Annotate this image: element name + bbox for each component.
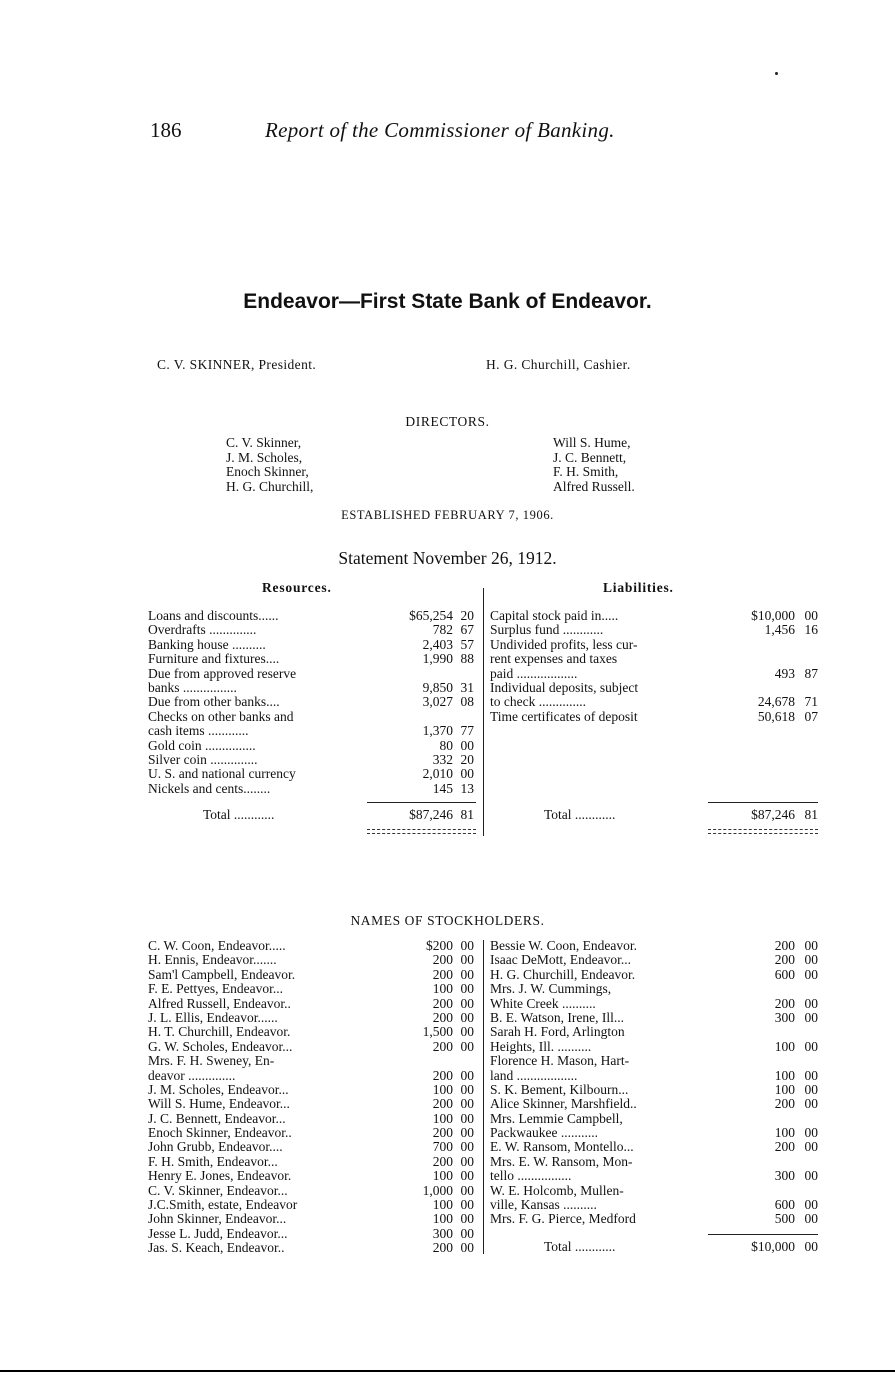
table-row bbox=[148, 1241, 478, 1255]
row-cents: 77 bbox=[460, 723, 474, 739]
table-row bbox=[148, 1054, 478, 1068]
table-row bbox=[148, 753, 478, 767]
row-dollars: 100 bbox=[774, 1067, 795, 1083]
table-row bbox=[148, 1169, 478, 1183]
row-dollars: 200 bbox=[774, 952, 795, 968]
row-cents: 16 bbox=[804, 622, 818, 638]
row-cents: 00 bbox=[804, 1067, 818, 1083]
row-label: Mrs. Lemmie Campbell, bbox=[490, 1111, 623, 1126]
director-name: Enoch Skinner, bbox=[226, 464, 309, 479]
row-label: Checks on other banks and bbox=[148, 709, 294, 724]
row-label: H. G. Churchill, Endeavor. bbox=[490, 967, 636, 982]
total-cents: 81 bbox=[460, 807, 474, 822]
total-dollars: $10,000 bbox=[751, 1239, 795, 1254]
row-cents: 00 bbox=[460, 1182, 474, 1198]
row-cents: 57 bbox=[460, 636, 474, 652]
table-row bbox=[490, 623, 820, 637]
table-row bbox=[148, 623, 478, 637]
row-cents: 00 bbox=[804, 1168, 818, 1184]
row-cents: 00 bbox=[804, 1211, 818, 1227]
director-name: Alfred Russell. bbox=[553, 478, 635, 494]
row-label: Jesse L. Judd, Endeavor... bbox=[148, 1226, 288, 1241]
table-row bbox=[148, 968, 478, 982]
row-dollars: $200 bbox=[426, 938, 453, 953]
table-row bbox=[148, 1097, 478, 1111]
table-row bbox=[148, 652, 478, 666]
row-label: Bessie W. Coon, Endeavor. bbox=[490, 939, 637, 953]
row-label: Banking house .......... bbox=[148, 637, 266, 652]
total-dollars: $87,246 bbox=[751, 807, 795, 822]
running-title: Report of the Commissioner of Banking. bbox=[265, 118, 615, 142]
row-cents: 00 bbox=[460, 1197, 474, 1213]
liabilities-double-rule bbox=[708, 829, 818, 834]
row-cents: 00 bbox=[804, 1197, 818, 1213]
row-label: John Skinner, Endeavor... bbox=[148, 1212, 287, 1227]
table-row bbox=[490, 939, 820, 953]
row-label: E. W. Ransom, Montello... bbox=[490, 1140, 634, 1155]
row-label: cash items ............ bbox=[148, 724, 249, 739]
row-dollars: 200 bbox=[774, 1139, 795, 1155]
row-label: Isaac DeMott, Endeavor... bbox=[490, 953, 631, 968]
row-dollars: 1,370 bbox=[422, 723, 453, 739]
row-label: Individual deposits, subject bbox=[490, 680, 639, 695]
row-cents: 67 bbox=[460, 622, 474, 638]
row-cents: 00 bbox=[804, 1009, 818, 1025]
row-cents: 00 bbox=[804, 1081, 818, 1097]
row-dollars: 600 bbox=[774, 966, 795, 982]
row-label: W. E. Holcomb, Mullen- bbox=[490, 1183, 624, 1198]
row-dollars: 3,027 bbox=[422, 694, 453, 710]
table-row bbox=[148, 1184, 478, 1198]
row-dollars: 332 bbox=[432, 751, 453, 767]
row-dollars: 200 bbox=[432, 1153, 453, 1169]
total-dollars: $87,246 bbox=[409, 807, 453, 822]
row-dollars: 2,010 bbox=[422, 766, 453, 782]
table-row bbox=[490, 1040, 820, 1054]
table-row bbox=[148, 1011, 478, 1025]
table-row bbox=[490, 1184, 820, 1198]
row-cents: 00 bbox=[460, 1110, 474, 1126]
table-row bbox=[490, 652, 820, 666]
president: C. V. SKINNER, President. bbox=[157, 357, 317, 372]
row-label: Mrs. F. H. Sweney, En- bbox=[148, 1054, 275, 1069]
bank-title: Endeavor—First State Bank of Endeavor. bbox=[243, 290, 652, 313]
row-cents: 00 bbox=[460, 737, 474, 753]
liabilities-table bbox=[490, 609, 820, 724]
row-cents: 00 bbox=[460, 1211, 474, 1227]
table-row bbox=[490, 1212, 820, 1226]
row-label: Surplus fund ............ bbox=[490, 623, 604, 638]
row-label: Due from approved reserve bbox=[148, 666, 297, 681]
total-label: Total ............ bbox=[544, 808, 616, 822]
table-row bbox=[148, 1212, 478, 1226]
stockholders-left-table bbox=[148, 939, 478, 1256]
row-cents: 00 bbox=[460, 1139, 474, 1155]
row-label: Alfred Russell, Endeavor.. bbox=[148, 996, 291, 1011]
total-label: Total ............ bbox=[203, 808, 275, 822]
table-row bbox=[148, 767, 478, 781]
row-dollars: 300 bbox=[774, 1168, 795, 1184]
row-dollars: 100 bbox=[774, 1038, 795, 1054]
row-cents: 00 bbox=[804, 608, 818, 623]
table-row bbox=[490, 710, 820, 724]
table-row bbox=[490, 695, 820, 709]
row-dollars: 145 bbox=[432, 780, 453, 796]
row-cents: 00 bbox=[804, 1038, 818, 1054]
row-label: F. E. Pettyes, Endeavor... bbox=[148, 982, 284, 997]
row-dollars: 9,850 bbox=[422, 679, 453, 695]
row-dollars: 100 bbox=[432, 1211, 453, 1227]
row-label: Silver coin .............. bbox=[148, 752, 258, 767]
row-label: Sarah H. Ford, Arlington bbox=[490, 1025, 625, 1040]
row-cents: 00 bbox=[460, 1125, 474, 1141]
table-row bbox=[148, 609, 478, 623]
resources-heading: Resources. bbox=[262, 580, 332, 595]
row-dollars: 200 bbox=[432, 1125, 453, 1141]
total-cents: 00 bbox=[804, 1239, 818, 1254]
stockholders-column-divider bbox=[483, 940, 484, 1254]
row-label: Mrs. F. G. Pierce, Medford bbox=[490, 1212, 636, 1227]
row-dollars: 200 bbox=[774, 938, 795, 953]
table-row bbox=[490, 1011, 820, 1025]
table-row bbox=[148, 739, 478, 753]
row-label: J. C. Bennett, Endeavor... bbox=[148, 1111, 286, 1126]
row-cents: 08 bbox=[460, 694, 474, 710]
table-row bbox=[490, 1155, 820, 1169]
total-cents: 81 bbox=[804, 807, 818, 822]
row-cents: 20 bbox=[460, 608, 474, 623]
row-cents: 00 bbox=[460, 938, 474, 953]
table-row bbox=[148, 982, 478, 996]
row-dollars: 700 bbox=[432, 1139, 453, 1155]
resources-table bbox=[148, 609, 478, 796]
table-row bbox=[490, 609, 820, 623]
stockholders-total-row bbox=[490, 1240, 820, 1255]
row-cents: 00 bbox=[460, 766, 474, 782]
liabilities-total-rule bbox=[708, 802, 818, 803]
row-dollars: 782 bbox=[432, 622, 453, 638]
director-name: Will S. Hume, bbox=[553, 435, 631, 450]
row-cents: 87 bbox=[804, 665, 818, 681]
row-dollars: 100 bbox=[432, 1168, 453, 1184]
table-row bbox=[490, 1054, 820, 1068]
row-label: Alice Skinner, Marshfield.. bbox=[490, 1097, 637, 1112]
row-label: U. S. and national currency bbox=[148, 767, 296, 782]
director-name: F. H. Smith, bbox=[553, 464, 619, 479]
table-row bbox=[490, 638, 820, 652]
row-label: Jas. S. Keach, Endeavor.. bbox=[148, 1241, 285, 1256]
row-cents: 31 bbox=[460, 679, 474, 695]
table-row bbox=[490, 997, 820, 1011]
row-cents: 13 bbox=[460, 780, 474, 796]
row-cents: 00 bbox=[460, 966, 474, 982]
cashier: H. G. Churchill, Cashier. bbox=[486, 357, 631, 372]
row-label: deavor .............. bbox=[148, 1068, 236, 1083]
row-label: B. E. Watson, Irene, Ill... bbox=[490, 1010, 625, 1025]
row-dollars: 200 bbox=[432, 995, 453, 1011]
row-dollars: $65,254 bbox=[409, 608, 453, 623]
table-row bbox=[148, 710, 478, 724]
table-row bbox=[148, 1112, 478, 1126]
stockholders-heading: NAMES OF STOCKHOLDERS. bbox=[350, 913, 545, 928]
row-label: Henry E. Jones, Endeavor. bbox=[148, 1169, 292, 1184]
table-row bbox=[490, 667, 820, 681]
table-row bbox=[148, 953, 478, 967]
row-label: Mrs. E. W. Ransom, Mon- bbox=[490, 1154, 633, 1169]
row-label: H. T. Churchill, Endeavor. bbox=[148, 1025, 291, 1040]
row-cents: 00 bbox=[460, 1081, 474, 1097]
row-dollars: 493 bbox=[774, 665, 795, 681]
row-cents: 00 bbox=[804, 966, 818, 982]
row-label: J. L. Ellis, Endeavor...... bbox=[148, 1010, 278, 1025]
row-label: paid .................. bbox=[490, 666, 578, 681]
table-row bbox=[148, 1040, 478, 1054]
stockholders-total-rule bbox=[708, 1234, 818, 1235]
row-label: Furniture and fixtures.... bbox=[148, 652, 280, 667]
row-cents: 00 bbox=[460, 1153, 474, 1169]
row-cents: 00 bbox=[460, 1009, 474, 1025]
table-row bbox=[148, 1025, 478, 1039]
table-row bbox=[490, 1169, 820, 1183]
row-label: Gold coin ............... bbox=[148, 738, 256, 753]
row-label: J. M. Scholes, Endeavor... bbox=[148, 1082, 289, 1097]
row-dollars: 100 bbox=[774, 1081, 795, 1097]
resources-total-rule bbox=[367, 802, 476, 803]
row-dollars: 1,990 bbox=[422, 651, 453, 667]
row-dollars: 200 bbox=[774, 995, 795, 1011]
liabilities-total-row bbox=[490, 808, 820, 823]
row-label: Packwaukee ........... bbox=[490, 1126, 598, 1141]
table-row bbox=[148, 1083, 478, 1097]
table-row bbox=[148, 724, 478, 738]
director-name: J. C. Bennett, bbox=[553, 449, 627, 465]
directors-left-list bbox=[226, 436, 313, 494]
table-row bbox=[490, 1069, 820, 1083]
row-cents: 00 bbox=[804, 1096, 818, 1112]
row-dollars: 100 bbox=[774, 1125, 795, 1141]
row-cents: 00 bbox=[460, 1168, 474, 1184]
directors-right-list bbox=[553, 436, 635, 494]
table-row bbox=[490, 1112, 820, 1126]
row-cents: 00 bbox=[804, 1125, 818, 1141]
row-label: J.C.Smith, estate, Endeavor bbox=[148, 1198, 298, 1213]
row-dollars: 200 bbox=[432, 952, 453, 968]
row-cents: 00 bbox=[460, 981, 474, 997]
table-row bbox=[148, 681, 478, 695]
table-row bbox=[148, 1069, 478, 1083]
table-row bbox=[148, 1126, 478, 1140]
table-row bbox=[490, 1097, 820, 1111]
row-label: rent expenses and taxes bbox=[490, 652, 618, 667]
row-label: C. V. Skinner, Endeavor... bbox=[148, 1183, 288, 1198]
row-cents: 00 bbox=[804, 995, 818, 1011]
row-cents: 00 bbox=[460, 995, 474, 1011]
row-cents: 71 bbox=[804, 694, 818, 710]
row-label: banks ................ bbox=[148, 680, 237, 695]
director-name: C. V. Skinner, bbox=[226, 435, 302, 450]
statement-date: Statement November 26, 1912. bbox=[338, 548, 557, 568]
row-label: Enoch Skinner, Endeavor.. bbox=[148, 1126, 292, 1141]
table-row bbox=[148, 997, 478, 1011]
table-row bbox=[490, 1198, 820, 1212]
row-dollars: 200 bbox=[432, 966, 453, 982]
row-dollars: 100 bbox=[432, 1197, 453, 1213]
row-label: Capital stock paid in..... bbox=[490, 609, 619, 623]
row-label: Sam'l Campbell, Endeavor. bbox=[148, 967, 296, 982]
resources-total-row bbox=[148, 808, 478, 823]
row-label: H. Ennis, Endeavor....... bbox=[148, 953, 277, 968]
table-row bbox=[148, 1155, 478, 1169]
row-dollars: 2,403 bbox=[422, 636, 453, 652]
row-dollars: 200 bbox=[432, 1009, 453, 1025]
table-row bbox=[148, 939, 478, 953]
row-dollars: 300 bbox=[774, 1009, 795, 1025]
table-row bbox=[490, 1140, 820, 1154]
row-dollars: 100 bbox=[432, 1081, 453, 1097]
table-row bbox=[148, 1227, 478, 1241]
row-cents: 00 bbox=[460, 1225, 474, 1241]
page-bottom-edge bbox=[0, 1370, 895, 1372]
row-label: Will S. Hume, Endeavor... bbox=[148, 1097, 290, 1112]
table-row bbox=[490, 1025, 820, 1039]
row-label: Undivided profits, less cur- bbox=[490, 637, 638, 652]
row-dollars: 100 bbox=[432, 1110, 453, 1126]
row-dollars: 1,500 bbox=[422, 1024, 453, 1040]
row-label: White Creek .......... bbox=[490, 996, 596, 1011]
row-cents: 00 bbox=[460, 1038, 474, 1054]
table-row bbox=[148, 638, 478, 652]
row-label: ville, Kansas .......... bbox=[490, 1198, 597, 1213]
row-label: John Grubb, Endeavor.... bbox=[148, 1140, 283, 1155]
established-date: ESTABLISHED FEBRUARY 7, 1906. bbox=[341, 508, 554, 522]
row-cents: 00 bbox=[460, 952, 474, 968]
row-dollars: 50,618 bbox=[757, 708, 795, 724]
liabilities-heading: Liabilities. bbox=[603, 580, 674, 595]
table-row bbox=[148, 695, 478, 709]
directors-heading: DIRECTORS. bbox=[405, 414, 490, 429]
table-row bbox=[148, 1198, 478, 1212]
row-label: S. K. Bement, Kilbourn... bbox=[490, 1082, 629, 1097]
table-row bbox=[148, 782, 478, 796]
row-dollars: $10,000 bbox=[751, 608, 795, 623]
row-cents: 00 bbox=[460, 1067, 474, 1083]
table-row bbox=[490, 968, 820, 982]
row-dollars: 1,000 bbox=[422, 1182, 453, 1198]
table-row bbox=[490, 1126, 820, 1140]
row-label: tello ................ bbox=[490, 1169, 572, 1184]
table-row bbox=[490, 1083, 820, 1097]
table-row bbox=[490, 982, 820, 996]
total-label: Total ............ bbox=[544, 1240, 616, 1254]
resources-double-rule bbox=[367, 829, 476, 834]
row-label: Loans and discounts...... bbox=[148, 609, 279, 623]
table-row bbox=[490, 953, 820, 967]
row-dollars: 200 bbox=[774, 1096, 795, 1112]
row-dollars: 200 bbox=[432, 1038, 453, 1054]
row-dollars: 24,678 bbox=[757, 694, 795, 710]
stockholders-right-table bbox=[490, 939, 820, 1227]
row-dollars: 200 bbox=[432, 1240, 453, 1256]
table-row bbox=[148, 1140, 478, 1154]
row-label: G. W. Scholes, Endeavor... bbox=[148, 1039, 293, 1054]
row-dollars: 600 bbox=[774, 1197, 795, 1213]
row-cents: 20 bbox=[460, 751, 474, 767]
speck-mark bbox=[775, 72, 778, 75]
row-cents: 00 bbox=[804, 952, 818, 968]
row-label: Heights, Ill. .......... bbox=[490, 1039, 592, 1054]
row-dollars: 200 bbox=[432, 1067, 453, 1083]
row-label: Florence H. Mason, Hart- bbox=[490, 1054, 630, 1069]
row-label: land .................. bbox=[490, 1068, 578, 1083]
row-label: to check .............. bbox=[490, 695, 586, 710]
row-dollars: 80 bbox=[439, 737, 453, 753]
row-dollars: 200 bbox=[432, 1096, 453, 1112]
row-label: Time certificates of deposit bbox=[490, 709, 638, 724]
row-label: Overdrafts .............. bbox=[148, 623, 257, 638]
row-label: Nickels and cents........ bbox=[148, 781, 271, 796]
row-label: Due from other banks.... bbox=[148, 695, 280, 710]
row-dollars: 100 bbox=[432, 981, 453, 997]
row-label: F. H. Smith, Endeavor... bbox=[148, 1154, 278, 1169]
table-row bbox=[148, 667, 478, 681]
row-cents: 00 bbox=[460, 1096, 474, 1112]
row-label: Mrs. J. W. Cummings, bbox=[490, 982, 612, 997]
director-name: H. G. Churchill, bbox=[226, 478, 314, 494]
director-name: J. M. Scholes, bbox=[226, 449, 303, 465]
row-cents: 00 bbox=[804, 938, 818, 953]
row-cents: 88 bbox=[460, 651, 474, 667]
row-cents: 00 bbox=[460, 1024, 474, 1040]
row-cents: 00 bbox=[460, 1240, 474, 1256]
row-cents: 07 bbox=[804, 708, 818, 724]
table-row bbox=[490, 681, 820, 695]
row-label: C. W. Coon, Endeavor..... bbox=[148, 939, 286, 953]
statement-column-divider bbox=[483, 588, 484, 836]
page-number: 186 bbox=[150, 118, 182, 142]
row-dollars: 500 bbox=[774, 1211, 795, 1227]
row-dollars: 300 bbox=[432, 1225, 453, 1241]
row-dollars: 1,456 bbox=[764, 622, 795, 638]
row-cents: 00 bbox=[804, 1139, 818, 1155]
